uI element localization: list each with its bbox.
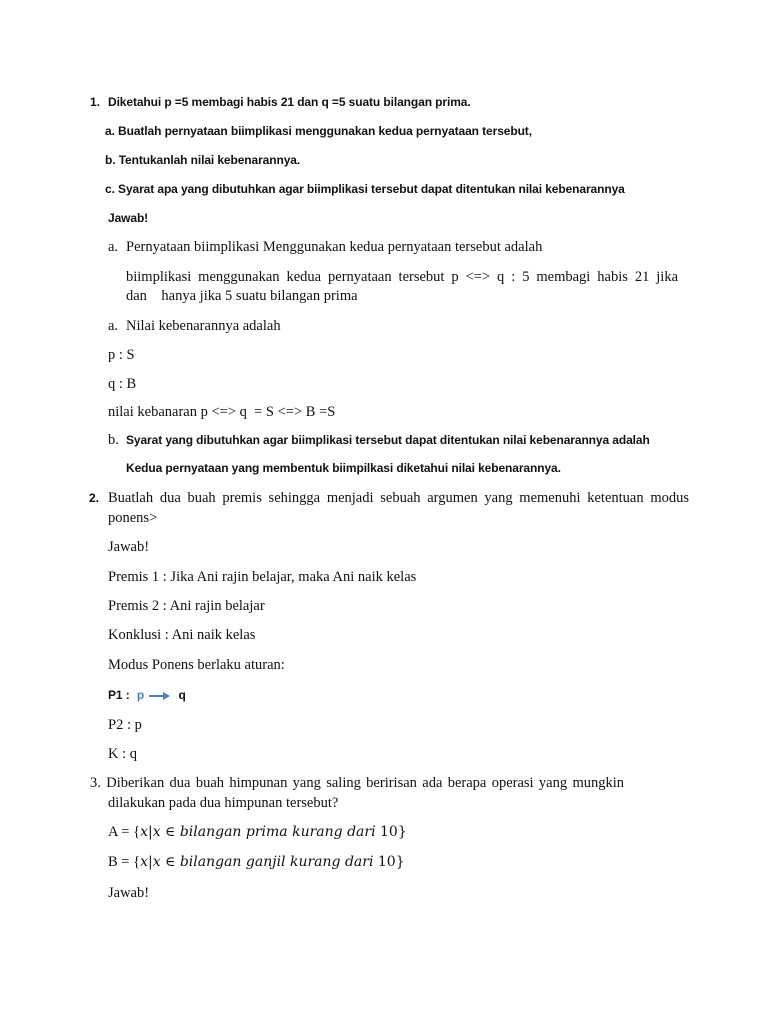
q2-rule-k: K : q bbox=[108, 746, 137, 762]
q1-answer-b-marker: a. bbox=[108, 318, 119, 334]
q3-set-a-var: x bbox=[140, 824, 148, 840]
q3-set-a bbox=[108, 823, 407, 841]
q1-question: Diketahui p =5 membagi habis 21 dan q =5 suatu bilangan prima. bbox=[108, 95, 471, 109]
q1-answer-c-answer: Kedua pernyataan yang membentuk biimpilkasi diketahui nilai kebenarannya. bbox=[126, 461, 561, 475]
q1-answer-c-marker: b. bbox=[108, 432, 119, 448]
q1-answer-c-text: Syarat yang dibutuhkan agar biimplikasi tersebut dapat ditentukan nilai kebenarannya adalah bbox=[126, 433, 650, 447]
q2-question-line1: Buatlah dua buah premis sehingga menjadi sebuah argumen yang memenuhi ketentuan modus bbox=[108, 490, 689, 506]
q3-set-b-prefix: B = { bbox=[108, 854, 141, 870]
q3-set-a-prefix: A = { bbox=[108, 824, 141, 840]
q1-answer-a-line1: biimplikasi menggunakan kedua pernyataan tersebut p <=> q : 5 membagi habis 21 jika bbox=[126, 269, 678, 285]
q2-rule-p1-q: q bbox=[178, 688, 186, 702]
q3-set-a-member: x ∈ bilangan prima kurang dari bbox=[152, 824, 376, 840]
q1-answer-a-marker: a. bbox=[108, 239, 119, 255]
q3-set-a-num: 10 bbox=[380, 824, 398, 840]
q1-part-c: c. Syarat apa yang dibutuhkan agar biimplikasi tersebut dapat ditentukan nilai kebenarannya bbox=[105, 182, 625, 196]
q3-set-b-num: 10 bbox=[377, 854, 396, 870]
q2-rule-p1-p: p bbox=[136, 688, 145, 702]
q3-set-a-bar: | bbox=[147, 824, 153, 840]
q2-rule-p2: P2 : p bbox=[108, 717, 142, 733]
q2-question-line2: ponens> bbox=[108, 510, 158, 526]
q1-jawab: Jawab! bbox=[108, 211, 149, 225]
q3-set-b bbox=[108, 853, 405, 871]
q3-jawab: Jawab! bbox=[108, 885, 150, 901]
q1-number: 1. bbox=[90, 95, 100, 109]
q3-set-b-var: x bbox=[140, 854, 148, 870]
q3-set-b-bar: | bbox=[147, 854, 153, 870]
q1-q-value: q : B bbox=[108, 376, 137, 392]
q1-answer-a-text: Pernyataan biimplikasi Menggunakan kedua pernyataan tersebut adalah bbox=[126, 239, 543, 255]
q2-jawab: Jawab! bbox=[108, 539, 150, 555]
right-arrow-icon bbox=[149, 691, 171, 701]
q2-rule-p1 bbox=[108, 686, 186, 704]
q1-part-b: b. Tentukanlah nilai kebenarannya. bbox=[105, 153, 301, 167]
q2-konklusi: Konklusi : Ani naik kelas bbox=[108, 627, 256, 643]
q2-modus-ponens: Modus Ponens berlaku aturan: bbox=[108, 657, 285, 673]
q2-premis-1: Premis 1 : Jika Ani rajin belajar, maka Ani naik kelas bbox=[108, 569, 417, 585]
q1-truth-value: nilai kebanaran p <=> q = S <=> B =S bbox=[108, 404, 336, 420]
q3-set-b-close: } bbox=[395, 854, 405, 870]
q2-number: 2. bbox=[89, 491, 100, 505]
q1-answer-a-line2: dan hanya jika 5 suatu bilangan prima bbox=[126, 288, 358, 304]
q1-p-value: p : S bbox=[108, 347, 135, 363]
q3-set-a-close: } bbox=[397, 824, 407, 840]
q3-question-line2: dilakukan pada dua himpunan tersebut? bbox=[108, 795, 339, 811]
q1-part-a: a. Buatlah pernyataan biimplikasi menggunakan kedua pernyataan tersebut, bbox=[105, 124, 532, 138]
q2-rule-p1-label: P1 : bbox=[108, 688, 130, 702]
q3-question-line1: 3. Diberikan dua buah himpunan yang saling beririsan ada berapa operasi yang mungkin bbox=[90, 775, 624, 791]
q2-premis-2: Premis 2 : Ani rajin belajar bbox=[108, 598, 265, 614]
q1-answer-b-text: Nilai kebenarannya adalah bbox=[126, 318, 281, 334]
q3-set-b-member: x ∈ bilangan ganjil kurang dari bbox=[152, 854, 374, 870]
